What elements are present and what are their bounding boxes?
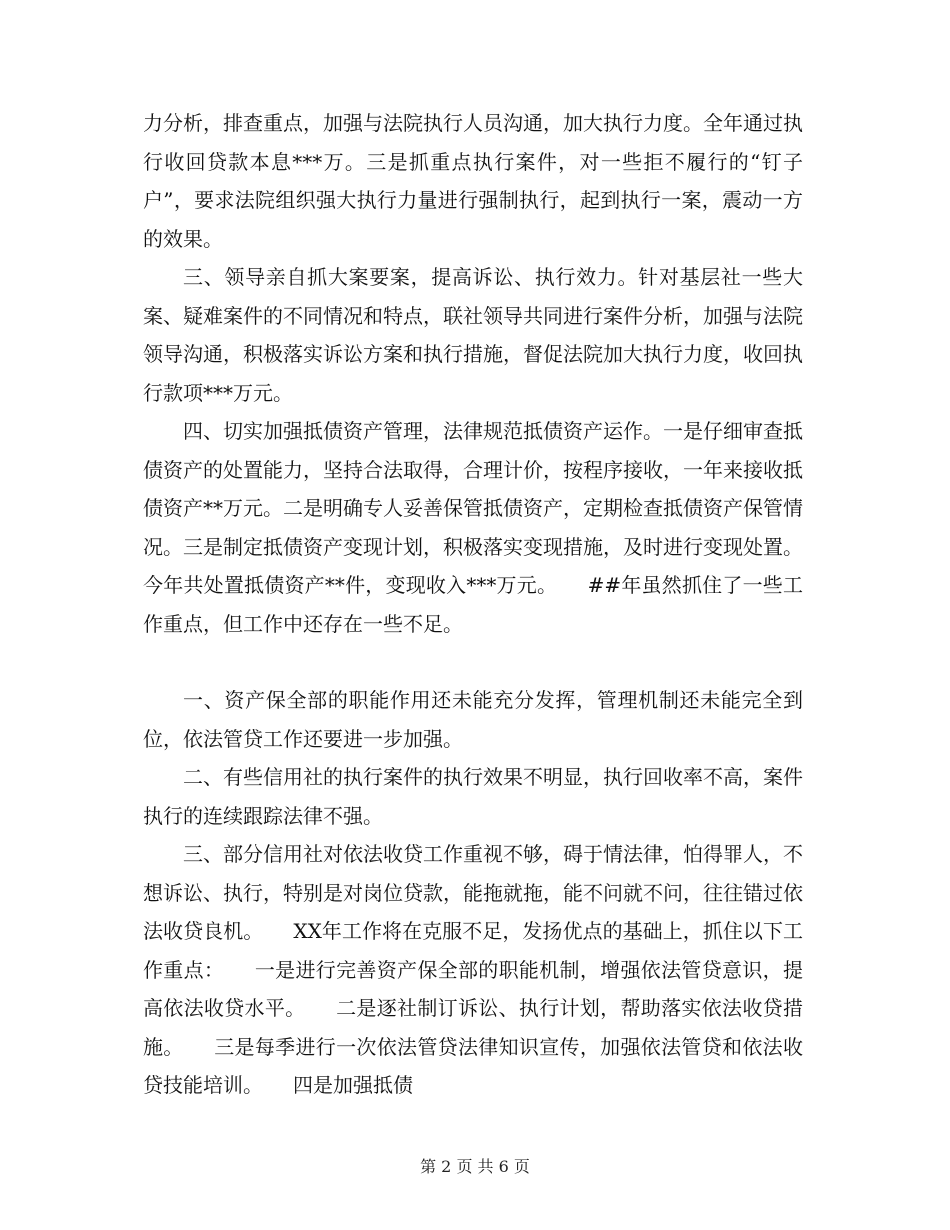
paragraph-section-three: 三、领导亲自抓大案要案，提高诉讼、执行效力。针对基层社一些大案、疑难案件的不同情况和特点，联社领导共同进行案件分析，加强与法院领导沟通，积极落实诉讼方案和执行措施，督促法院加大执行力度，收回执行款项***万元。	[143, 265, 803, 405]
paragraph-shortcoming-three: 三、部分信用社对依法收贷工作重视不够，碍于情法律，怕得罪人，不想诉讼、执行，特别是对岗位贷款，能拖就拖，能不问就不问，往往错过依法收贷良机。 XX年工作将在克服不足，发扬优点的基础上，抓住以下工作重点： 一是进行完善资产保全部的职能机制，增强依法管贷意识，提高依法收贷水平。 二是逐社制订诉讼、执行计划，帮助落实依法收贷措施。 三是每季进行一次依法管贷法律知识宣传，加强依法管贷和依法收贷技能培训。 四是加强抵债	[143, 842, 803, 1097]
document-body	[143, 104, 803, 1105]
page-number-footer: 第 2 页 共 6 页	[420, 1157, 530, 1176]
paragraph-section-four: 四、切实加强抵债资产管理，法律规范抵债资产运作。一是仔细审查抵债资产的处置能力，坚持合法取得，合理计价，按程序接收，一年来接收抵债资产**万元。二是明确专人妥善保管抵债资产，定期检查抵债资产保管情况。三是制定抵债资产变现计划，积极落实变现措施，及时进行变现处置。今年共处置抵债资产**件，变现收入***万元。 ##年虽然抓住了一些工作重点，但工作中还存在一些不足。	[143, 419, 803, 636]
paragraph-shortcoming-one: 一、资产保全部的职能作用还未能充分发挥，管理机制还未能完全到位，依法管贷工作还要进一步加强。	[143, 688, 803, 751]
paragraph-shortcoming-two: 二、有些信用社的执行案件的执行效果不明显，执行回收率不高，案件执行的连续跟踪法律不强。	[143, 765, 803, 828]
paragraph-continued: 力分析，排查重点，加强与法院执行人员沟通，加大执行力度。全年通过执行收回贷款本息***万。三是抓重点执行案件，对一些拒不履行的“钉子户”，要求法院组织强大执行力量进行强制执行，起到执行一案，震动一方的效果。	[143, 111, 803, 251]
